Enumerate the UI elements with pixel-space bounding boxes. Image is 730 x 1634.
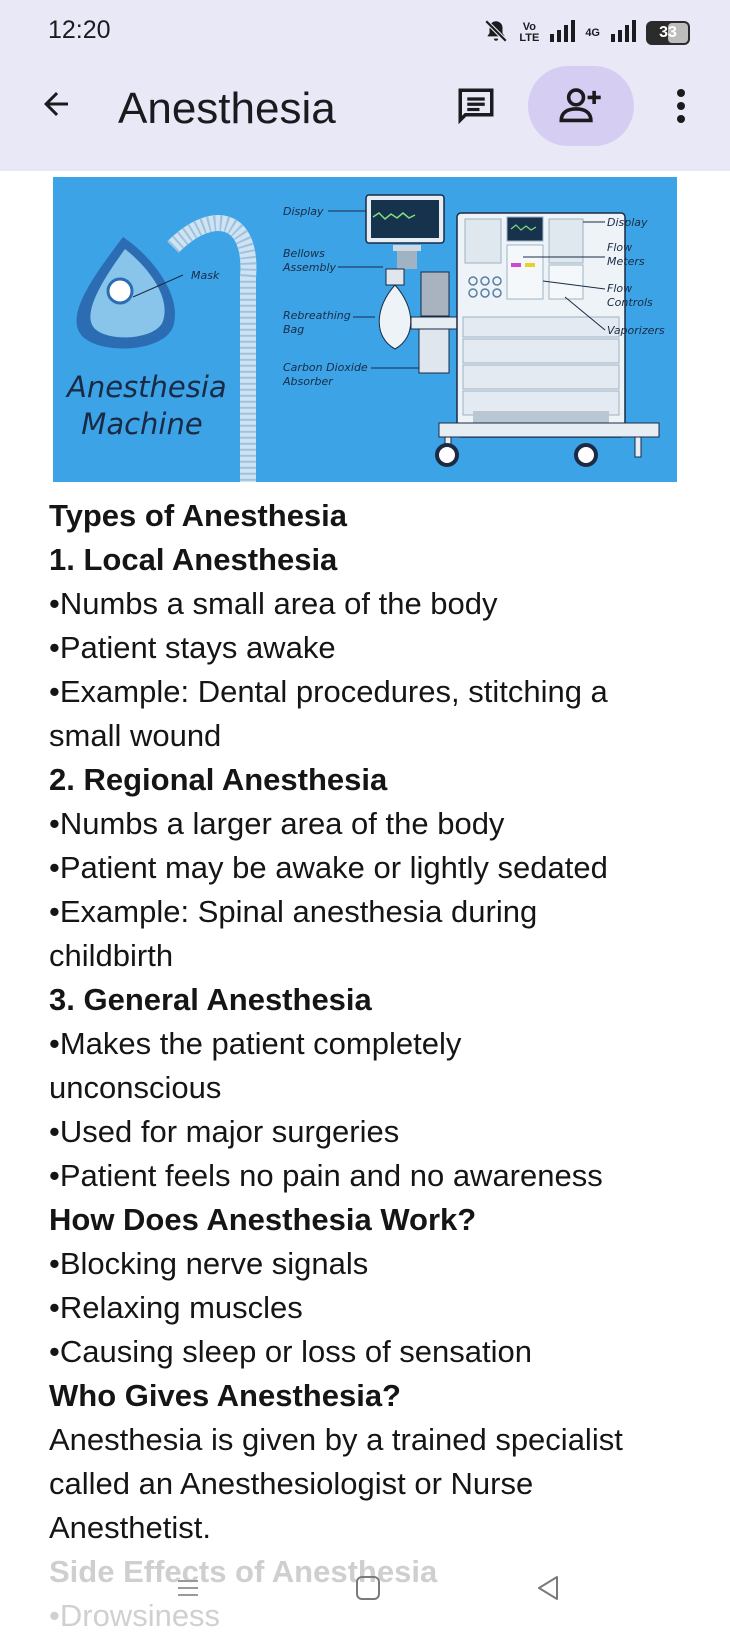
bullet-item-cont: small wound: [49, 718, 222, 753]
svg-text:Display: Display: [283, 205, 324, 218]
section-heading: 3. General Anesthesia: [49, 982, 372, 1017]
svg-text:Flow: Flow: [607, 241, 633, 254]
back-icon[interactable]: [528, 1568, 568, 1608]
svg-text:Absorber: Absorber: [283, 375, 333, 388]
bullet-item: •Drowsiness: [49, 1598, 221, 1633]
image-caption: Anesthesia Machine: [67, 370, 227, 441]
svg-text:Carbon Dioxide: Carbon Dioxide: [283, 361, 368, 374]
svg-text:Flow: Flow: [607, 282, 633, 295]
paragraph-line: called an Anesthesiologist or Nurse: [49, 1466, 534, 1501]
svg-text:Bag: Bag: [283, 323, 305, 336]
section-heading: Who Gives Anesthesia?: [49, 1378, 401, 1413]
svg-text:Rebreathing: Rebreathing: [283, 309, 351, 322]
bullet-item: •Patient feels no pain and no awareness: [49, 1158, 603, 1193]
section-heading: Side Effects of Anesthesia: [49, 1554, 438, 1589]
bullet-item: •Patient may be awake or lightly sedated: [49, 850, 608, 885]
bullet-item: •Makes the patient completely: [49, 1026, 462, 1061]
bullet-item: •Patient stays awake: [49, 630, 336, 665]
section-heading: 2. Regional Anesthesia: [49, 762, 388, 797]
bullet-item: •Used for major surgeries: [49, 1114, 400, 1149]
signal-icon: [549, 20, 575, 47]
more-vert-icon[interactable]: [666, 82, 696, 130]
paragraph-line: Anesthesia is given by a trained specialist: [49, 1422, 623, 1457]
bullet-item: •Numbs a small area of the body: [49, 586, 498, 621]
anesthesia-machine-image: [53, 177, 677, 482]
recents-icon[interactable]: [168, 1568, 208, 1608]
paragraph-line: Anesthetist.: [49, 1510, 211, 1545]
bullet-item-cont: childbirth: [49, 938, 174, 973]
status-time: 12:20: [48, 16, 111, 44]
svg-text:Bellows: Bellows: [283, 247, 325, 260]
bullet-item: •Relaxing muscles: [49, 1290, 303, 1325]
mute-icon: [483, 18, 509, 49]
system-nav-bar: [0, 1568, 730, 1612]
svg-text:Meters: Meters: [607, 255, 645, 268]
bullet-item: •Example: Dental procedures, stitching a: [49, 674, 608, 709]
document-body[interactable]: [49, 494, 699, 1634]
signal-icon-2: [610, 20, 636, 47]
network-type: 4G: [585, 26, 600, 39]
section-heading: How Does Anesthesia Work?: [49, 1202, 477, 1237]
back-arrow-icon[interactable]: [34, 82, 78, 126]
bullet-item: •Example: Spinal anesthesia during: [49, 894, 538, 929]
bullet-item: •Numbs a larger area of the body: [49, 806, 505, 841]
svg-text:Assembly: Assembly: [283, 261, 337, 274]
app-bar: [0, 0, 730, 171]
add-person-button[interactable]: [528, 66, 634, 146]
bullet-item-cont: unconscious: [49, 1070, 222, 1105]
comment-icon[interactable]: [452, 82, 500, 130]
add-person-icon: [558, 84, 604, 129]
home-icon[interactable]: [348, 1568, 388, 1608]
bullet-item: •Blocking nerve signals: [49, 1246, 369, 1281]
volte-label: Vo LTE: [519, 21, 540, 44]
section-heading: Types of Anesthesia: [49, 498, 348, 533]
bullet-item: •Causing sleep or loss of sensation: [49, 1334, 533, 1369]
svg-text:Controls: Controls: [607, 296, 653, 309]
page-title: Anesthesia: [118, 84, 336, 133]
svg-text:Mask: Mask: [191, 269, 220, 282]
svg-text:Vaporizers: Vaporizers: [607, 324, 665, 337]
svg-text:Display: Display: [607, 216, 648, 229]
section-heading: 1. Local Anesthesia: [49, 542, 338, 577]
status-icons: [483, 18, 690, 48]
battery-icon: 33: [646, 21, 690, 45]
